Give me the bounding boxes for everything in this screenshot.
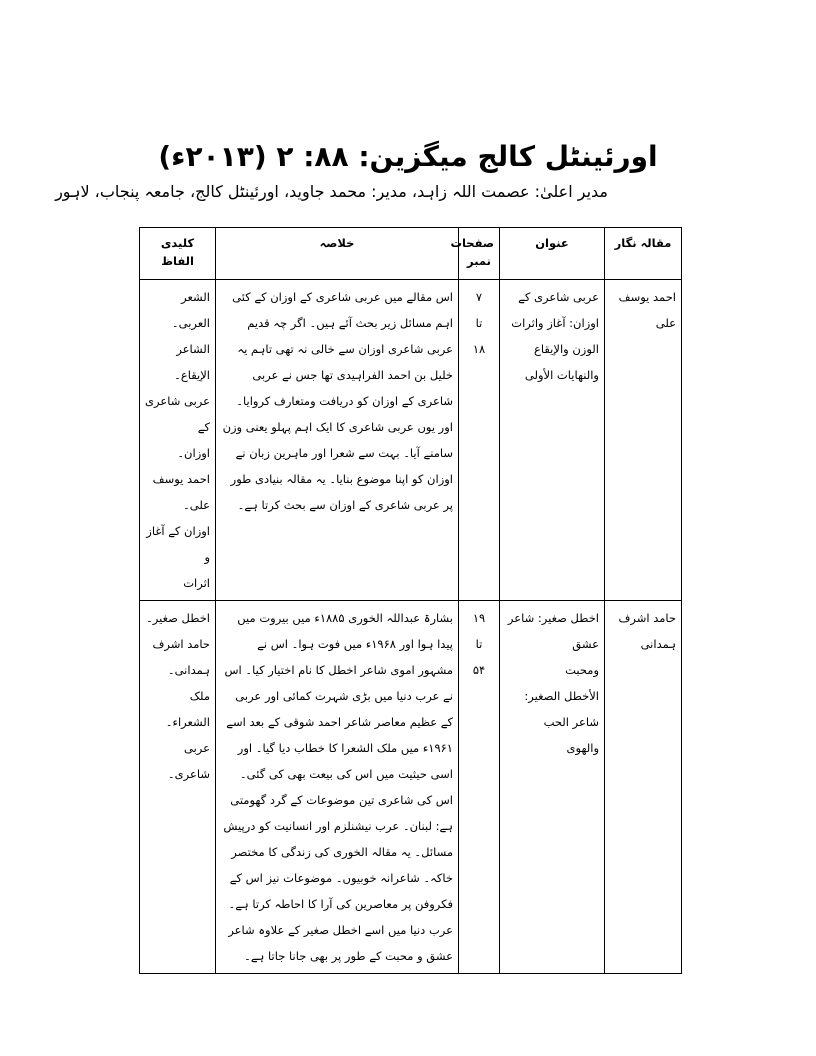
summary-column-header: خلاصہ <box>216 228 459 280</box>
summary-cell: بشارۃ عبداللہ الخوری ۱۸۸۵ء میں بیروت میں پیدا ہوا اور ۱۹۶۸ء میں فوت ہوا۔ اس نے مشہور اموی شاعر اخطل کا نام اختیار کیا۔ اس نے عرب دنیا میں بڑی شہرت کمائی اور عربی کے عظیم معاصر شاعر احمد شوقی کے بعد اسے ۱۹۶۱ء میں ملک الشعرا کا خطاب دیا گیا۔ اور اسی حیثیت میں اس کی بیعت بھی کی گئی۔ اس کی شاعری تین موضوعات کے گرد گھومتی ہے: لبنان۔ عرب نیشنلزم اور انسانیت کو درپیش مسائل۔ یہ مقالہ الخوری کی زندگی کا مختصر خاکہ۔ شاعرانہ خوبیوں۔ موضوعات نیز اس کے فکروفن پر معاصرین کی آرا کا احاطہ کرتا ہے۔ عرب دنیا میں اسے اخطل صغیر کے علاوہ شاعر عشق و محبت کے طور پر بھی جانا جاتا ہے۔ <box>216 601 459 974</box>
page-end: ۱۸ <box>472 342 486 356</box>
author-cell: احمد یوسف علی <box>605 280 682 601</box>
keyword: اوزان۔ <box>177 446 210 460</box>
title-column-header: عنوان <box>500 228 605 280</box>
page-title: اورئینٹل کالج میگزین: ۸۸: ۲ (۲۰۱۳ء) <box>158 140 658 173</box>
editors-line: مدیر اعلیٰ: عصمت اللہ زاہد، مدیر: محمد جاوید، اورئینٹل کالج، جامعہ پنجاب، لاہور <box>55 182 608 201</box>
keyword: عربی شاعری۔ <box>167 741 210 781</box>
title-line: ومحبت <box>565 663 599 677</box>
title-cell <box>500 280 605 601</box>
title-line: والنهايات الأولى <box>524 368 599 382</box>
author-column-header: مقالہ نگار <box>605 228 682 280</box>
title-line: الوزن والإيقاع <box>534 342 599 356</box>
page-separator: تا <box>475 637 483 651</box>
keyword: حامد اشرف <box>152 637 210 651</box>
title-cell <box>500 601 605 974</box>
page-start: ۱۹ <box>472 611 486 625</box>
keyword: اثرات <box>183 576 210 590</box>
table-row <box>140 601 682 974</box>
author-cell: حامد اشرف ہمدانی <box>605 601 682 974</box>
title-line: والهوى <box>566 741 599 755</box>
keyword: الشعر العربی۔ <box>171 290 210 330</box>
pages-cell <box>459 601 500 974</box>
page-separator: تا <box>475 316 483 330</box>
pages-cell <box>459 280 500 601</box>
pages-header-line2: نمبر <box>467 254 491 268</box>
pages-header-line1: صفحات <box>450 236 494 250</box>
title-line: الأخطل الصغير: <box>524 689 599 703</box>
keyword: ہمدانی۔ <box>167 663 210 677</box>
page-end: ۵۴ <box>472 663 486 677</box>
keyword: الشاعر الإيقاع۔ <box>174 342 210 382</box>
keywords-cell <box>140 601 216 974</box>
title-line: شاعر الحب <box>543 715 599 729</box>
keyword: اوزان کے آغاز و <box>146 524 210 564</box>
title-line: اخطل صغیر: شاعر عشق <box>507 611 599 651</box>
summary-cell: اس مقالے میں عربی شاعری کے اوزان کے کئی اہم مسائل زیر بحث آئے ہیں۔ اگر چہ قدیم عربی شاعری اوزان سے خالی نہ تھی تاہم یہ خلیل بن احمد الفراہیدی تھا جس نے عربی شاعری کے اوزان کو دریافت ومتعارف کروایا۔ اور یوں عربی شاعری کا ایک اہم پہلو یعنی وزن سامنے آیا۔ بہت سے شعرا اور ماہرین زبان نے اوزان کو اپنا موضوع بنایا۔ یہ مقالہ بنیادی طور پر عربی شاعری کے اوزان سے بحث کرتا ہے۔ <box>216 280 459 601</box>
pages-column-header <box>450 228 500 280</box>
keyword: احمد یوسف علی۔ <box>152 472 210 512</box>
table-row <box>140 280 682 601</box>
articles-table <box>139 227 682 974</box>
title-line: عربی شاعری کے <box>518 290 599 304</box>
title-line: اوزان: آغاز واثرات <box>511 316 599 330</box>
page-start: ۷ <box>475 290 483 304</box>
table-header-row <box>140 228 682 280</box>
keyword: اخطل صغیر۔ <box>146 611 210 625</box>
keyword: عربی شاعری کے <box>145 394 210 434</box>
keyword: ملک الشعراء۔ <box>165 689 210 729</box>
keywords-column-header: کلیدی الفاظ <box>140 228 216 280</box>
keywords-cell <box>140 280 216 601</box>
